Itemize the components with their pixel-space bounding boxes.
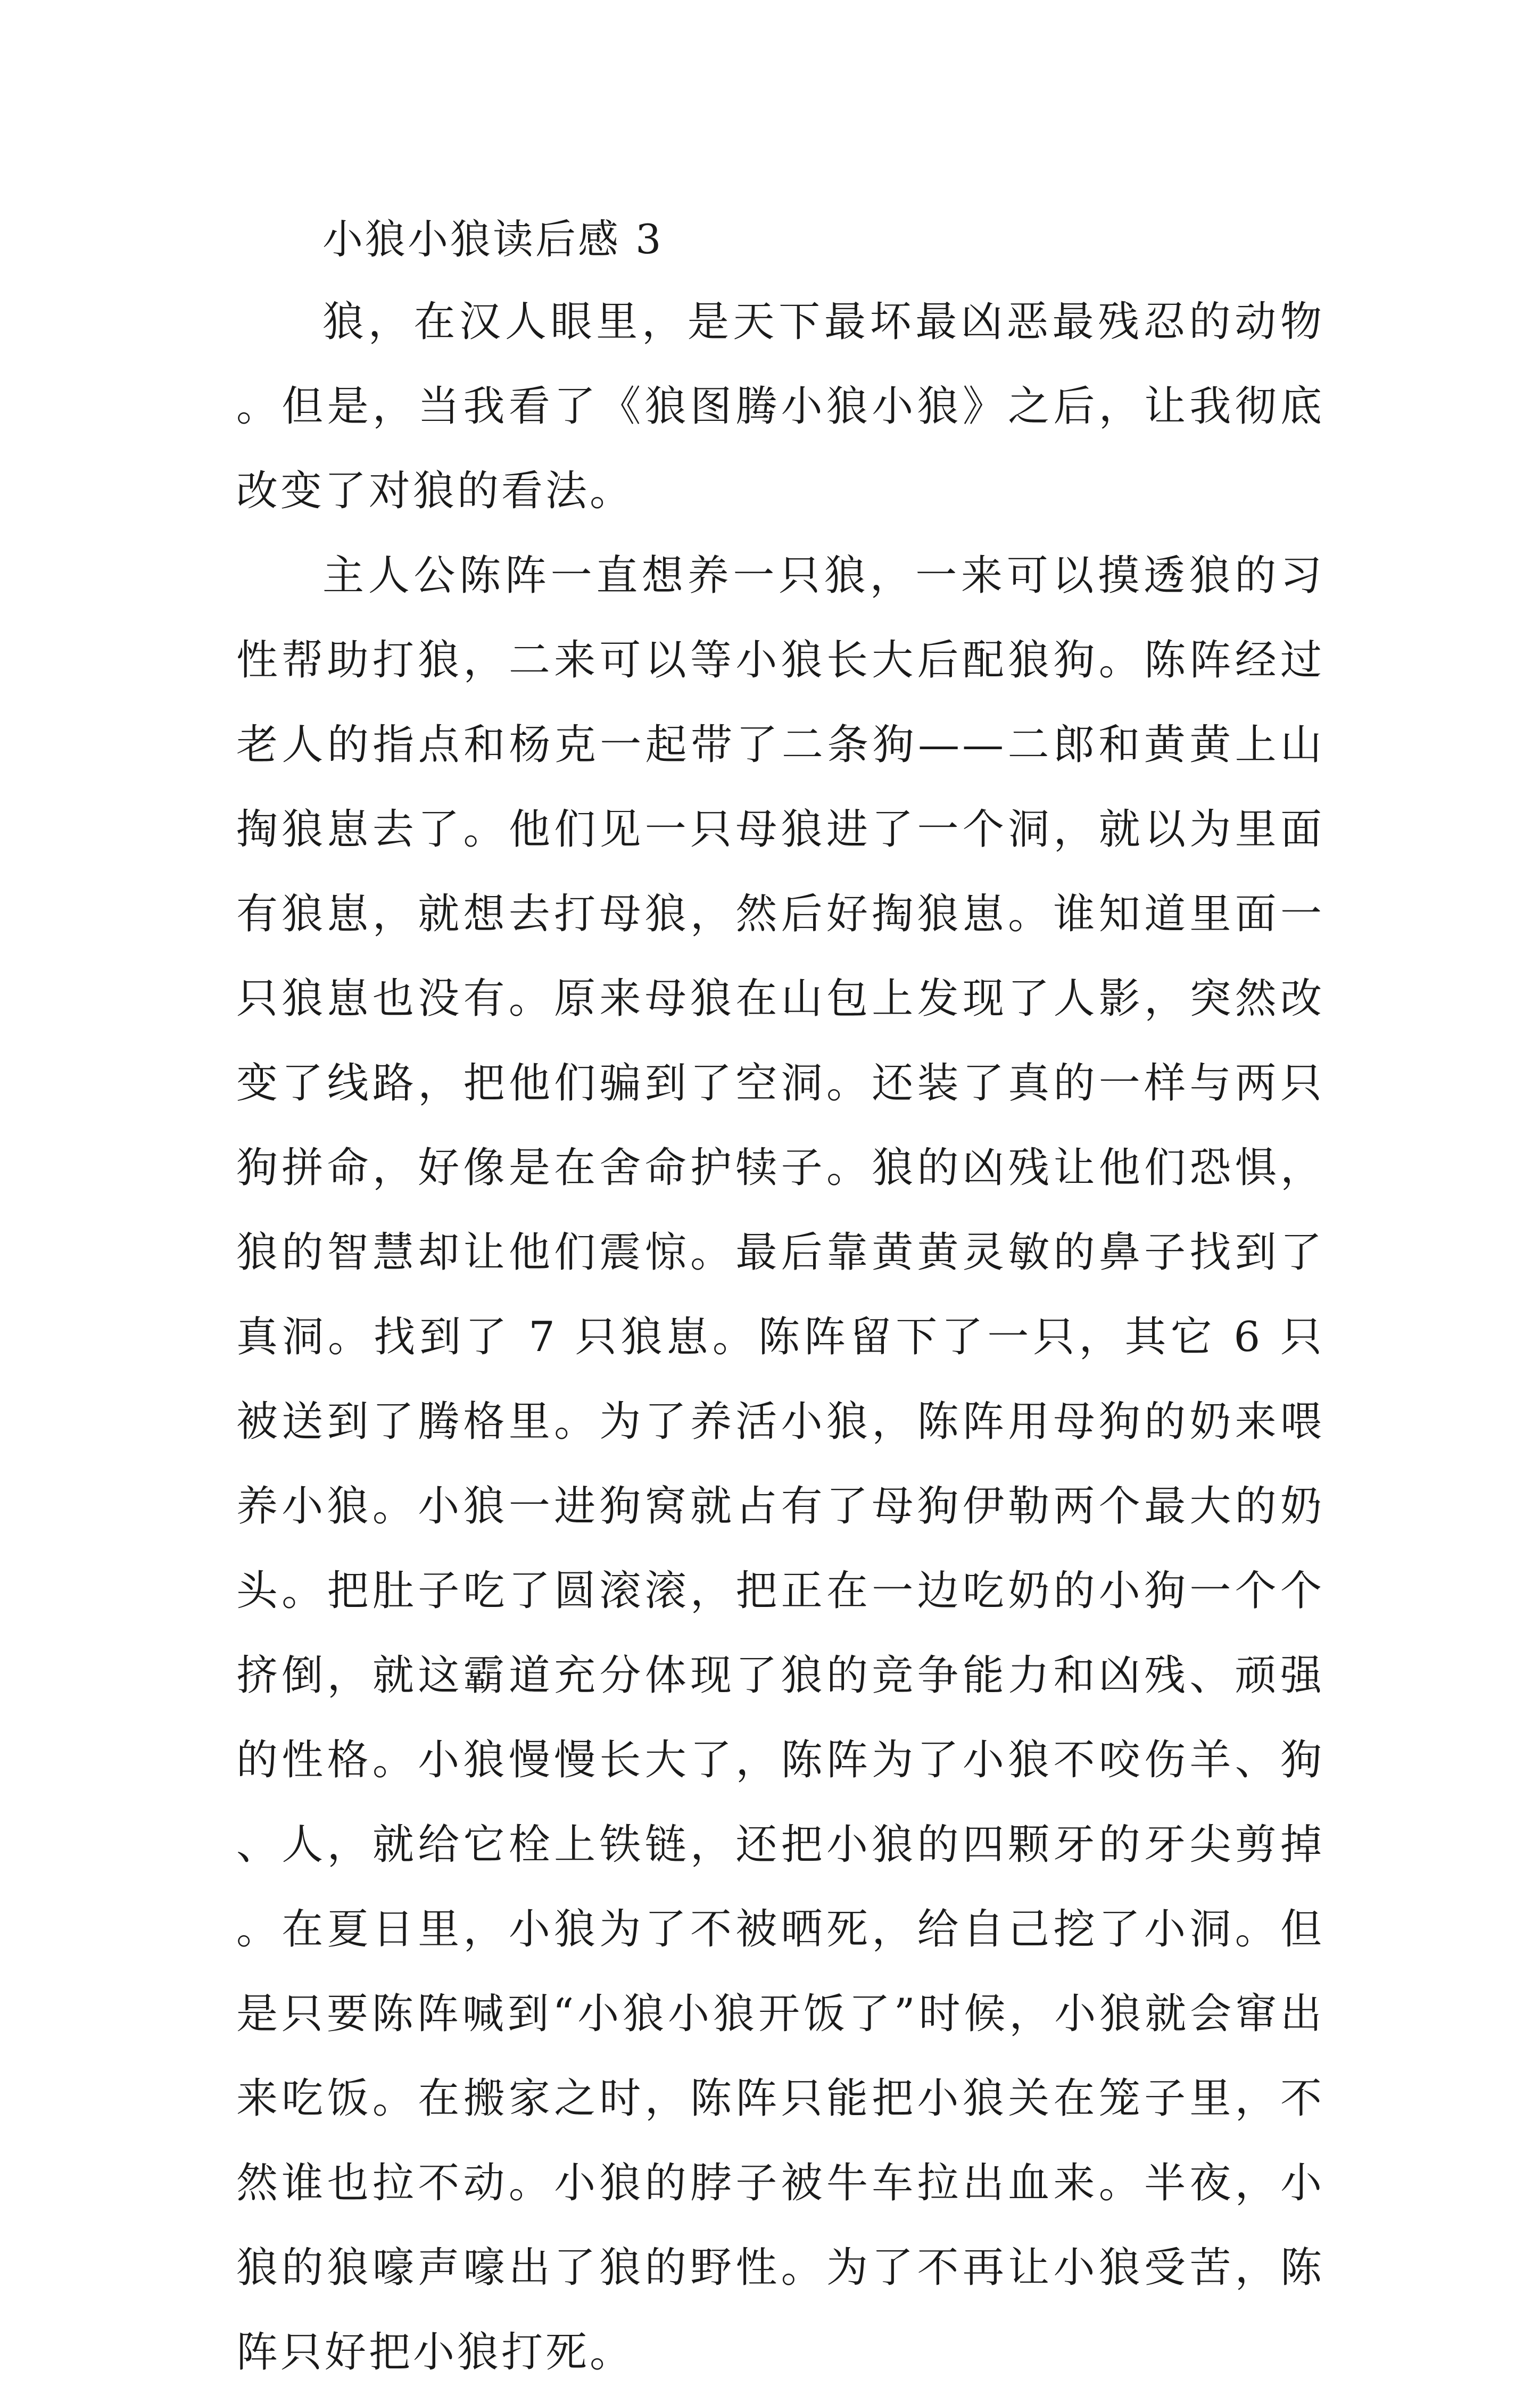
paragraph-story: 主人公陈阵一直想养一只狼，一来可以摸透狼的习性帮助打狼，二来可以等小狼长大后配狼狗。陈阵经过老人的指点和杨克一起带了二条狗——二郎和黄黄上山掏狼崽去了。他们见一只母狼进了一个洞，就以为里面有狼崽，就想去打母狼，然后好掏狼崽。谁知道里面一只狼崽也没有。原来母狼在山包上发现了人影，突然改变了线路，把他们骗到了空洞。还装了真的一样与两只狗拼命，好像是在舍命护犊子。狼的凶残让他们恐惧，狼的智慧却让他们震惊。最后靠黄黄灵敏的鼻子找到了真洞。找到了 7 只狼崽。陈阵留下了一只，其它 6 只被送到了腾格里。为了养活小狼，陈阵用母狗的奶来喂养小狼。小狼一进狗窝就占有了母狗伊勒两个最大的奶头。把肚子吃了圆滚滚，把正在一边吃奶的小狗一个个挤倒，就这霸道充分体现了狼的竞争能力和凶残、顽强的性格。小狼慢慢长大了，陈阵为了小狼不咬伤羊、狗、人，就给它栓上铁链，还把小狼的四颗牙的牙尖剪掉。在夏日里，小狼为了不被晒死，给自己挖了小洞。但是只要陈阵喊到“小狼小狼开饭了”时候，小狼就会窜出来吃饭。在搬家之时，陈阵只能把小狼关在笼子里，不然谁也拉不动。小狼的脖子被牛车拉出血来。半夜，小狼的狼嚎声嚎出了狼的野性。为了不再让小狼受苦，陈阵只好把小狼打死。 [236, 552, 1324, 2376]
document-body [236, 199, 1324, 2395]
paragraph-intro: 狼，在汉人眼里，是天下最坏最凶恶最残忍的动物。但是，当我看了《狼图腾小狼小狼》之后，让我彻底改变了对狼的看法。 [236, 298, 1324, 515]
document-title: 小狼小狼读后感 3 [322, 216, 664, 263]
